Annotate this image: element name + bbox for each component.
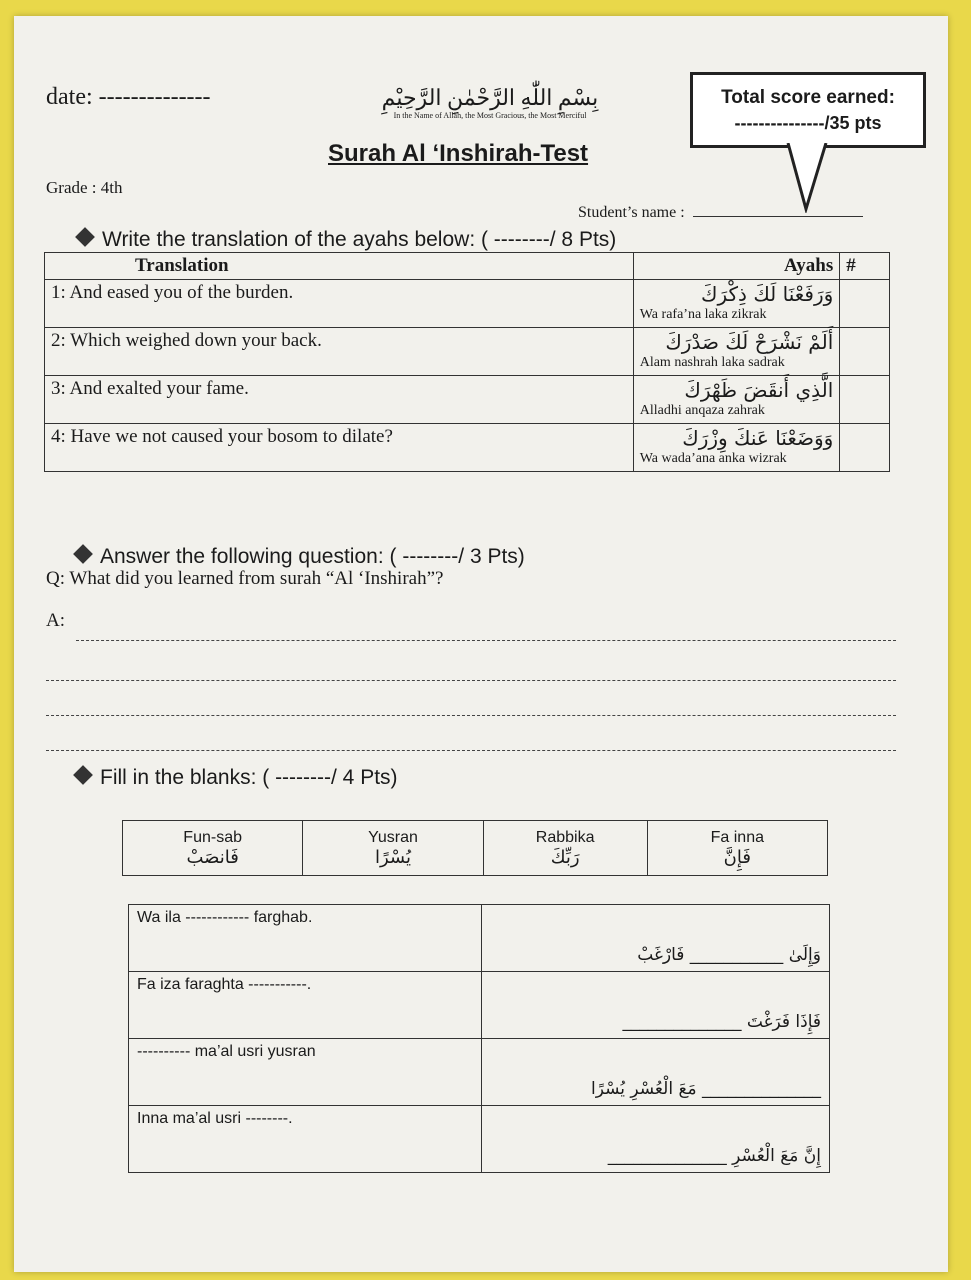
page-title: Surah Al ‘Inshirah-Test — [328, 140, 589, 167]
blank-latin: Inna ma’al usri --------. — [129, 1106, 482, 1173]
date-field — [46, 84, 211, 111]
word-latin: Yusran — [368, 828, 418, 846]
basmala-english: In the Name of Allāh, the Most Gracious, the Most Merciful — [393, 111, 587, 120]
blank-latin: Wa ila ------------ farghab. — [129, 905, 482, 972]
number-cell[interactable] — [840, 424, 890, 472]
translation-cell: 2: Which weighed down your back. — [45, 328, 634, 376]
translation-cell: 3: And exalted your fame. — [45, 376, 634, 424]
answer-line[interactable] — [76, 640, 896, 641]
number-cell[interactable] — [840, 376, 890, 424]
word-bank-item — [483, 821, 647, 876]
word-arabic: فَانصَبْ — [186, 846, 239, 868]
ayah-arabic: وَرَفَعْنَا لَكَ ذِكْرَكَ — [701, 282, 834, 306]
basmala-arabic: بِسْمِ اللّٰهِ الرَّحْمٰنِ الرَّحِيْمِ — [381, 85, 599, 110]
ayah-cell — [633, 328, 840, 376]
score-title: Total score earned: — [721, 87, 895, 108]
diamond-bullet-icon — [73, 544, 93, 564]
table-row — [129, 972, 830, 1039]
blank-latin: Fa iza faraghta -----------. — [129, 972, 482, 1039]
ayah-arabic: الَّذِي أَنقَضَ ظَهْرَكَ — [684, 378, 834, 402]
translation-table — [44, 252, 890, 472]
word-bank-item — [647, 821, 827, 876]
student-name-blank — [693, 216, 863, 217]
blank-arabic[interactable]: إِنَّ مَعَ الْعُسْرِ ______________ — [482, 1106, 830, 1173]
date-blank: -------------- — [98, 84, 211, 110]
fill-blanks-table — [128, 904, 830, 1173]
speech-bubble-tail — [780, 143, 840, 213]
ayah-cell — [633, 280, 840, 328]
table-row — [45, 424, 890, 472]
word-bank-table — [122, 820, 828, 876]
section3-heading — [76, 766, 398, 790]
basmala-header — [340, 85, 640, 120]
blank-arabic[interactable]: فَإِذَا فَرَغْتَ ______________ — [482, 972, 830, 1039]
answer-line[interactable] — [46, 680, 896, 681]
number-cell[interactable] — [840, 280, 890, 328]
table-row — [45, 280, 890, 328]
diamond-bullet-icon — [73, 765, 93, 785]
ayah-transliteration: Wa rafa’na laka zikrak — [639, 307, 767, 322]
answer-line[interactable] — [46, 750, 896, 751]
answer-label: A: — [46, 610, 65, 631]
ayah-transliteration: Wa wada’ana anka wizrak — [639, 451, 787, 466]
date-label: date: — [46, 84, 93, 110]
section2-instruction: Answer the following question: ( --------/ 3 Pts) — [100, 545, 525, 568]
table-row — [45, 328, 890, 376]
col-ayahs: Ayahs — [633, 253, 840, 280]
table-header-row — [45, 253, 890, 280]
score-box — [690, 72, 926, 148]
question-text: Q: What did you learned from surah “Al ‘Inshirah”? — [46, 568, 444, 589]
ayah-arabic: أَلَمْ نَشْرَحْ لَكَ صَدْرَكَ — [665, 330, 834, 354]
student-name-label: Student’s name : — [578, 204, 685, 221]
answer-line[interactable] — [46, 715, 896, 716]
word-latin: Fun-sab — [183, 828, 242, 846]
section2-heading — [76, 545, 525, 569]
diamond-bullet-icon — [75, 227, 95, 247]
ayah-cell — [633, 376, 840, 424]
col-translation: Translation — [45, 253, 634, 280]
table-row — [129, 1039, 830, 1106]
number-cell[interactable] — [840, 328, 890, 376]
table-row — [129, 1106, 830, 1173]
word-arabic: رَبِّكَ — [550, 846, 580, 868]
section1-instruction: Write the translation of the ayahs below: ( --------/ 8 Pts) — [102, 228, 617, 251]
word-bank-item — [123, 821, 303, 876]
col-number: # — [840, 253, 890, 280]
table-row — [129, 905, 830, 972]
blank-latin: ---------- ma’al usri yusran — [129, 1039, 482, 1106]
table-row — [45, 376, 890, 424]
word-arabic: يُسْرًا — [374, 846, 411, 868]
translation-cell: 4: Have we not caused your bosom to dilate? — [45, 424, 634, 472]
ayah-transliteration: Alladhi anqaza zahrak — [639, 403, 765, 418]
score-value: ---------------/35 pts — [734, 113, 882, 133]
word-arabic: فَإِنَّ — [723, 846, 751, 868]
grade-label: Grade : 4th — [46, 178, 123, 197]
translation-cell: 1: And eased you of the burden. — [45, 280, 634, 328]
word-latin: Rabbika — [535, 828, 595, 846]
ayah-cell — [633, 424, 840, 472]
section1-heading — [78, 228, 616, 252]
word-bank-item — [303, 821, 483, 876]
section3-instruction: Fill in the blanks: ( --------/ 4 Pts) — [100, 766, 398, 789]
blank-arabic[interactable]: وَإِلَىٰ ___________ فَارْغَبْ — [482, 905, 830, 972]
blank-arabic[interactable]: ______________ مَعَ الْعُسْرِ يُسْرًا — [482, 1039, 830, 1106]
ayah-transliteration: Alam nashrah laka sadrak — [639, 355, 785, 370]
ayah-arabic: وَوَضَعْنَا عَنكَ وِزْرَكَ — [682, 426, 834, 450]
word-latin: Fa inna — [710, 828, 764, 846]
